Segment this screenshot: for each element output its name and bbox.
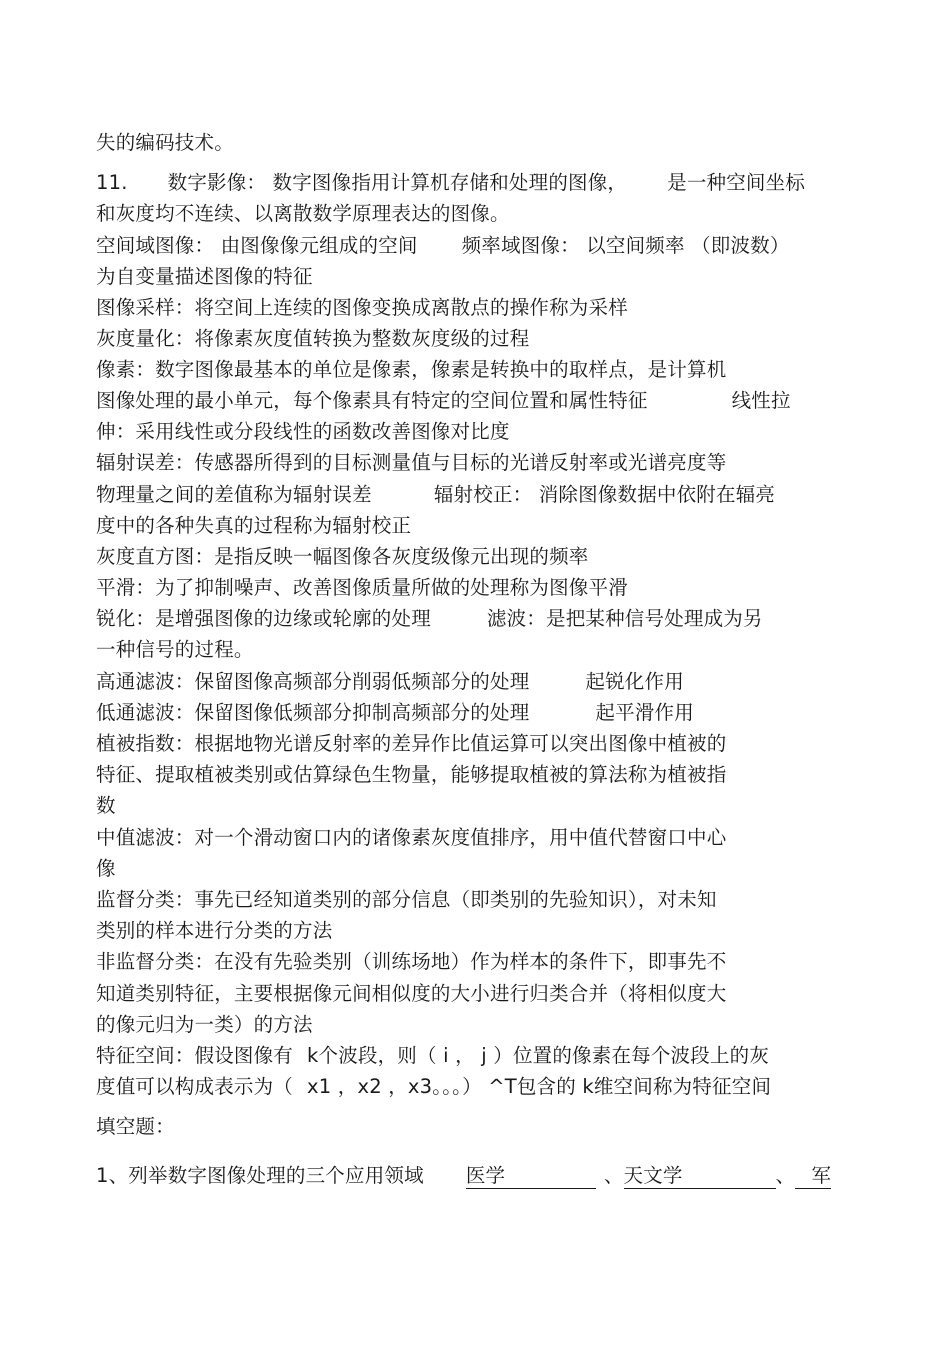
definition-vegetation-index: 植被指数：根据地物光谱反射率的差异作比值运算可以突出图像中植被的 xyxy=(96,732,727,755)
text-line: 像 xyxy=(96,857,116,880)
text-line: 一种信号的过程。 xyxy=(96,638,254,661)
definition-radiometric-error: 辐射误差：传感器所得到的目标测量值与目标的光谱反射率或光谱亮度等 xyxy=(96,451,727,474)
definition-smoothing: 平滑：为了抑制噪声、改善图像质量所做的处理称为图像平滑 xyxy=(96,576,628,599)
definition-supervised: 监督分类：事先已经知道类别的部分信息（即类别的先验知识），对未知 xyxy=(96,888,717,911)
answer-blank-1: 医学 xyxy=(466,1164,596,1189)
text-line: 类别的样本进行分类的方法 xyxy=(96,919,333,942)
definition-unsupervised: 非监督分类：在没有先验类别（训练场地）作为样本的条件下，即事先不 xyxy=(96,950,727,973)
definition-histogram: 灰度直方图：是指反映一幅图像各灰度级像元出现的频率 xyxy=(96,545,589,568)
definition-quantization: 灰度量化：将像素灰度值转换为整数灰度级的过程 xyxy=(96,327,530,350)
section-heading: 填空题： xyxy=(96,1115,175,1138)
text-line: 的像元归为一类）的方法 xyxy=(96,1013,313,1036)
definition-pixel: 像素：数字图像最基本的单位是像素，像素是转换中的取样点，是计算机 xyxy=(96,358,727,381)
definition-linear-stretch: 伸：采用线性或分段线性的函数改善图像对比度 xyxy=(96,420,510,443)
definition-spatial-domain: 空间域图像： 由图像像元组成的空间 频率域图像： 以空间频率 （即波数） xyxy=(96,234,790,257)
text-line: 图像处理的最小单元，每个像素具有特定的空间位置和属性特征 线性拉 xyxy=(96,389,791,412)
definition-lowpass: 低通滤波：保留图像低频部分抑制高频部分的处理 起平滑作用 xyxy=(96,701,694,724)
definition-feature-space: 特征空间：假设图像有 k个波段，则（ i ， j ）位置的像素在每个波段上的灰 xyxy=(96,1044,770,1067)
text-line: 度值可以构成表示为（ x1 ，x2 ，x3。。。） ^T包含的 k维空间称为特征空间 xyxy=(96,1075,772,1098)
definition-median-filter: 中值滤波：对一个滑动窗口内的诸像素灰度值排序，用中值代替窗口中心 xyxy=(96,826,727,849)
definition-sharpening: 锐化：是增强图像的边缘或轮廓的处理 滤波：是把某种信号处理成为另 xyxy=(96,607,763,630)
fill-question-1: 1、列举数字图像处理的三个应用领域 医学 、天文学 、 军 xyxy=(96,1164,832,1187)
definition-digital-image: 11. 数字影像： 数字图像指用计算机存储和处理的图像， 是一种空间坐标 xyxy=(96,171,806,194)
text-line: 失的编码技术。 xyxy=(96,131,234,154)
text-line: 物理量之间的差值称为辐射误差 辐射校正： 消除图像数据中依附在辐亮 xyxy=(96,483,776,506)
text-line: 数 xyxy=(96,794,116,817)
question-text: 1、列举数字图像处理的三个应用领域 xyxy=(96,1164,424,1187)
text-line: 和灰度均不连续、以离散数学原理表达的图像。 xyxy=(96,202,510,225)
text-line: 为自变量描述图像的特征 xyxy=(96,265,313,288)
text-line: 特征、提取植被类别或估算绿色生物量，能够提取植被的算法称为植被指 xyxy=(96,763,727,786)
definition-highpass: 高通滤波：保留图像高频部分削弱低频部分的处理 起锐化作用 xyxy=(96,670,684,693)
answer-blank-3: 军 xyxy=(795,1164,831,1189)
text-line: 知道类别特征，主要根据像元间相似度的大小进行归类合并（将相似度大 xyxy=(96,982,727,1005)
text-line: 度中的各种失真的过程称为辐射校正 xyxy=(96,514,412,537)
answer-blank-2: 天文学 xyxy=(624,1164,776,1189)
definition-sampling: 图像采样：将空间上连续的图像变换成离散点的操作称为采样 xyxy=(96,296,628,319)
